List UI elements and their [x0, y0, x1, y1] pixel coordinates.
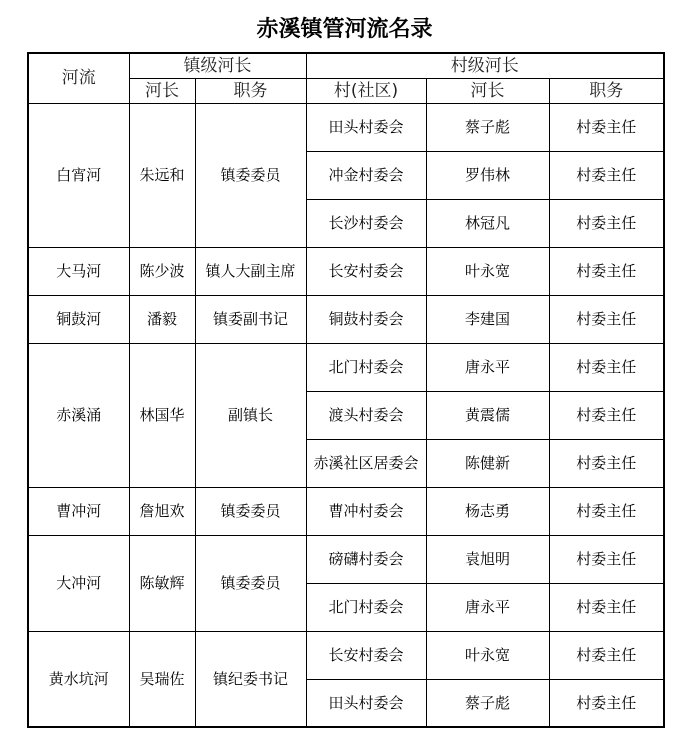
village-cell: 北门村委会 — [306, 343, 426, 391]
town-position-cell: 镇委副书记 — [195, 295, 306, 343]
town-position-cell: 镇委委员 — [195, 535, 306, 631]
village-position-cell: 村委主任 — [549, 199, 664, 247]
village-chief-cell: 罗伟林 — [426, 151, 549, 199]
table-row — [28, 535, 664, 583]
village-position-cell: 村委主任 — [549, 391, 664, 439]
header-town-position: 职务 — [195, 78, 306, 103]
village-cell: 磅礴村委会 — [306, 535, 426, 583]
village-cell: 田头村委会 — [306, 103, 426, 151]
river-name-cell: 曹冲河 — [28, 487, 129, 535]
river-name-cell: 赤溪涌 — [28, 343, 129, 487]
village-position-cell: 村委主任 — [549, 487, 664, 535]
town-chief-cell: 朱远和 — [129, 103, 195, 247]
village-chief-cell: 蔡子彪 — [426, 679, 549, 727]
header-village-chief: 河长 — [426, 78, 549, 103]
town-chief-cell: 林国华 — [129, 343, 195, 487]
town-position-cell: 镇委委员 — [195, 487, 306, 535]
river-name-cell: 大冲河 — [28, 535, 129, 631]
town-chief-cell: 陈少波 — [129, 247, 195, 295]
village-cell: 长安村委会 — [306, 631, 426, 679]
page-title: 赤溪镇管河流名录 — [256, 16, 433, 42]
village-chief-cell: 林冠凡 — [426, 199, 549, 247]
town-position-cell: 镇委委员 — [195, 103, 306, 247]
town-chief-cell: 詹旭欢 — [129, 487, 195, 535]
village-chief-cell: 袁旭明 — [426, 535, 549, 583]
village-position-cell: 村委主任 — [549, 535, 664, 583]
village-chief-cell: 唐永平 — [426, 583, 549, 631]
river-chief-table — [27, 52, 665, 728]
village-position-cell: 村委主任 — [549, 103, 664, 151]
town-chief-cell: 吴瑞佐 — [129, 631, 195, 727]
river-name-cell: 大马河 — [28, 247, 129, 295]
village-chief-cell: 叶永宽 — [426, 631, 549, 679]
town-position-cell: 副镇长 — [195, 343, 306, 487]
town-chief-cell: 陈敏辉 — [129, 535, 195, 631]
town-position-cell: 镇纪委书记 — [195, 631, 306, 727]
header-row-groups — [28, 53, 664, 78]
village-cell: 长安村委会 — [306, 247, 426, 295]
town-chief-cell: 潘毅 — [129, 295, 195, 343]
village-chief-cell: 李建国 — [426, 295, 549, 343]
village-position-cell: 村委主任 — [549, 151, 664, 199]
table-row — [28, 295, 664, 343]
village-position-cell: 村委主任 — [549, 295, 664, 343]
table-row — [28, 631, 664, 679]
village-chief-cell: 蔡子彪 — [426, 103, 549, 151]
village-chief-cell: 叶永宽 — [426, 247, 549, 295]
village-chief-cell: 陈健新 — [426, 439, 549, 487]
river-name-cell: 白宵河 — [28, 103, 129, 247]
village-cell: 曹冲村委会 — [306, 487, 426, 535]
table-row — [28, 247, 664, 295]
header-village: 村(社区) — [306, 78, 426, 103]
village-cell: 长沙村委会 — [306, 199, 426, 247]
village-cell: 冲金村委会 — [306, 151, 426, 199]
village-position-cell: 村委主任 — [549, 247, 664, 295]
header-town-chief: 河长 — [129, 78, 195, 103]
village-chief-cell: 唐永平 — [426, 343, 549, 391]
village-chief-cell: 黄震儒 — [426, 391, 549, 439]
village-position-cell: 村委主任 — [549, 439, 664, 487]
table-row — [28, 487, 664, 535]
header-village-group: 村级河长 — [306, 53, 664, 78]
village-cell: 北门村委会 — [306, 583, 426, 631]
village-position-cell: 村委主任 — [549, 679, 664, 727]
village-cell: 渡头村委会 — [306, 391, 426, 439]
village-cell: 田头村委会 — [306, 679, 426, 727]
table-row — [28, 343, 664, 391]
village-position-cell: 村委主任 — [549, 583, 664, 631]
header-town-group: 镇级河长 — [129, 53, 306, 78]
table-body — [28, 103, 664, 727]
river-name-cell: 铜鼓河 — [28, 295, 129, 343]
village-position-cell: 村委主任 — [549, 343, 664, 391]
header-river: 河流 — [28, 53, 129, 103]
header-village-position: 职务 — [549, 78, 664, 103]
village-cell: 铜鼓村委会 — [306, 295, 426, 343]
town-position-cell: 镇人大副主席 — [195, 247, 306, 295]
table-row — [28, 103, 664, 151]
village-chief-cell: 杨志勇 — [426, 487, 549, 535]
village-cell: 赤溪社区居委会 — [306, 439, 426, 487]
village-position-cell: 村委主任 — [549, 631, 664, 679]
river-name-cell: 黄水坑河 — [28, 631, 129, 727]
